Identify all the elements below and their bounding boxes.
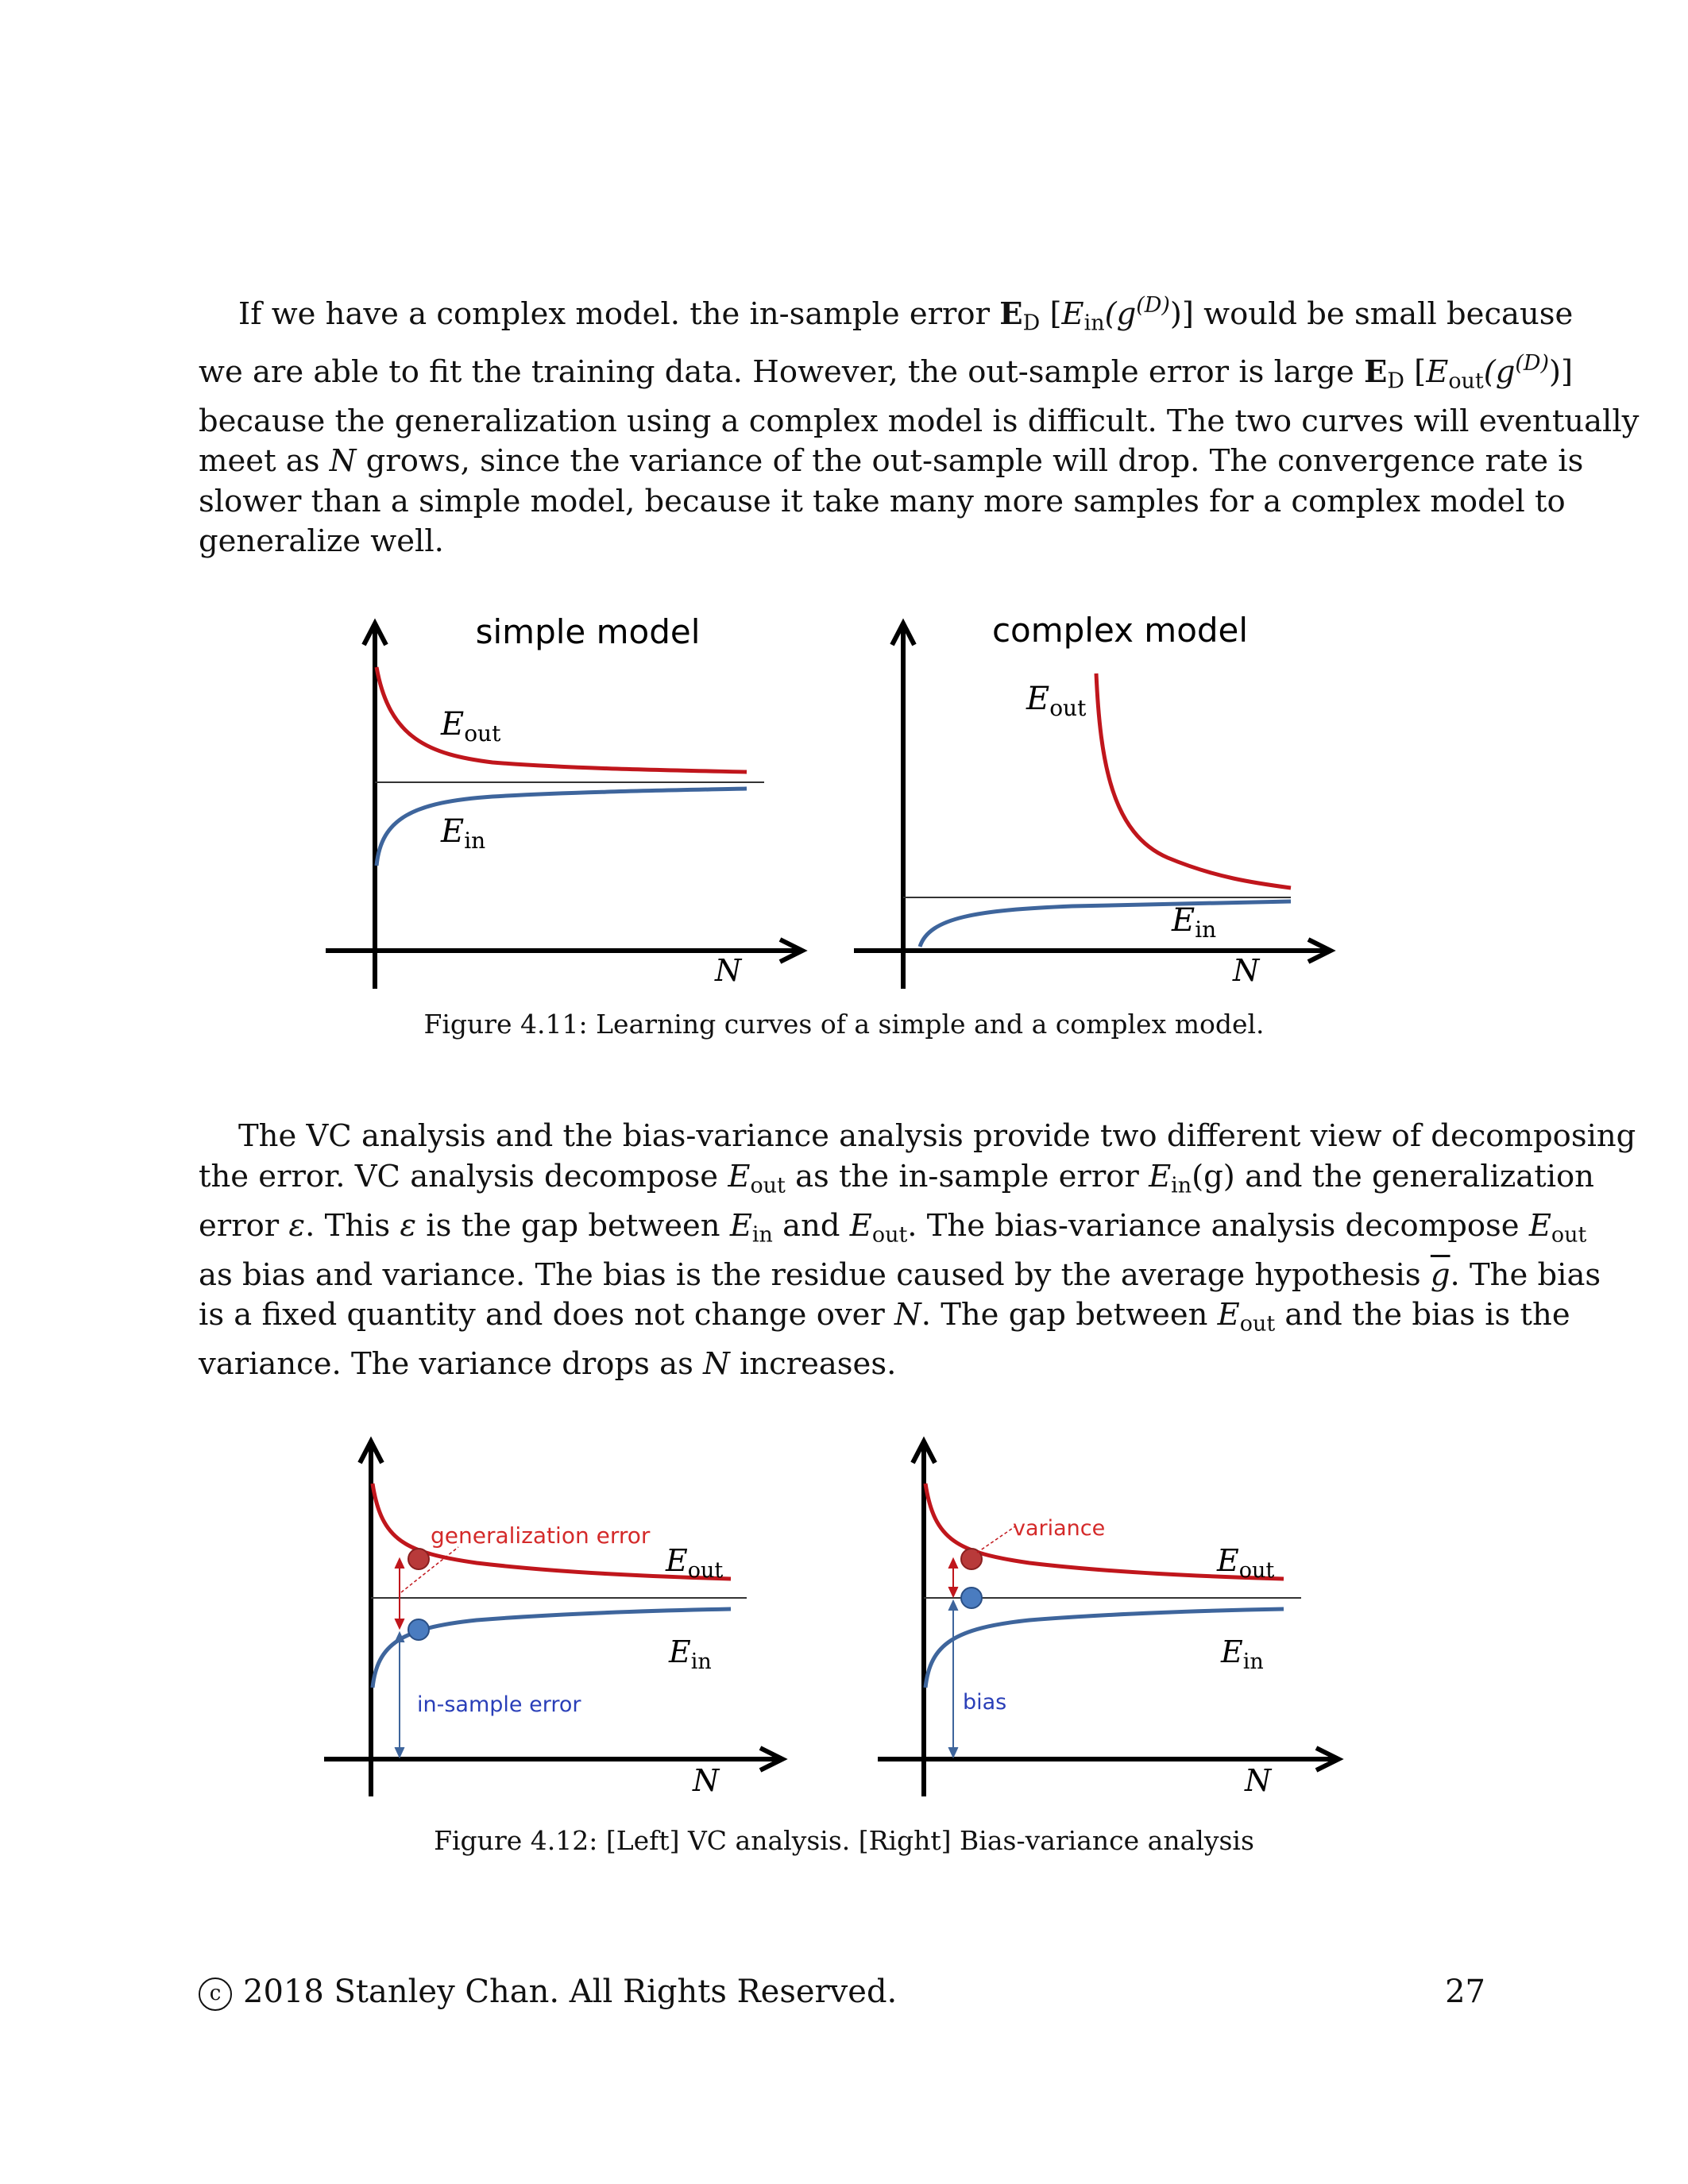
vc-n-label: N: [693, 1763, 720, 1798]
bv-bias-arrowhead-bottom: [948, 1747, 958, 1758]
bv-n-label: N: [1245, 1763, 1272, 1798]
vc-ein-label: $E_{in}$: [669, 1634, 712, 1674]
bv-bias-dot: [961, 1588, 982, 1608]
figure-4-11-caption: Figure 4.11: Learning curves of a simple and a complex model.: [423, 1009, 1265, 1040]
bv-variance-arrowhead-top: [948, 1558, 958, 1569]
p1-line-6: generalize well.: [199, 523, 444, 560]
vc-gen-error-arrowhead-bottom: [395, 1619, 404, 1629]
vc-gen-error-label: generalization error: [431, 1522, 651, 1549]
p1-line-2: we are able to fit the training data. However, the out-sample error is large $E_D$ $[E_{out}(g^{(D)})]$: [199, 350, 1574, 394]
vc-in-sample-arrowhead-bottom: [395, 1747, 404, 1758]
bv-bias-label: bias: [963, 1690, 1007, 1715]
page-number: 27: [1445, 1974, 1485, 2010]
p2-line-1: The VC analysis and the bias-variance analysis provide two different view of decomposing: [238, 1118, 1636, 1154]
right-ein-curve: [920, 901, 1291, 947]
p2-line-5: is a fixed quantity and does not change over N. The gap between $E_{out}$ and the bias is the: [199, 1297, 1570, 1337]
p2-line-3: error ε. This ε is the gap between $E_{in}$ and $E_{out}$. The bias-variance analysis decompose $E_{out}$: [199, 1207, 1587, 1248]
bv-variance-arrowhead-bottom: [948, 1587, 958, 1597]
right-n-label: N: [1233, 953, 1260, 988]
right-ein-label: $E_{in}$: [1172, 902, 1217, 943]
left-plot: [326, 612, 802, 989]
p2-line-4: as bias and variance. The bias is the residue caused by the average hypothesis $\overline{g}$. The bias: [199, 1256, 1601, 1293]
vc-eout-label: $E_{out}$: [666, 1543, 724, 1583]
bv-variance-leader: [977, 1526, 1015, 1553]
bias-variance-plot: [878, 1441, 1338, 1798]
footer-copyright: [199, 1974, 897, 2011]
p2-line-2: the error. VC analysis decompose $E_{out}$ as the in-sample error $E_{in}(g)$ and the generalization: [199, 1158, 1594, 1198]
copyright-symbol: c: [199, 1978, 232, 2011]
right-plot: [854, 611, 1331, 989]
vc-ein-dot: [408, 1619, 429, 1640]
right-eout-label: $E_{out}$: [1026, 681, 1087, 721]
left-ein-curve: [377, 789, 747, 866]
figure-4-12-caption: Figure 4.12: [Left] VC analysis. [Right] Bias-variance analysis: [434, 1825, 1254, 1856]
bv-eout-label: $E_{out}$: [1217, 1543, 1275, 1583]
figure-4-12: [0, 1414, 1688, 1811]
vc-eout-dot: [408, 1549, 429, 1569]
copyright-text: 2018 Stanley Chan. All Rights Reserved.: [243, 1974, 898, 2010]
p2-line-6: variance. The variance drops as N increases.: [199, 1346, 897, 1383]
bv-variance-label: variance: [1013, 1516, 1106, 1541]
left-title: simple model: [475, 612, 701, 651]
figure-4-11: [0, 0, 1688, 1032]
left-eout-label: $E_{out}$: [441, 706, 501, 747]
bv-ein-label: $E_{in}$: [1221, 1634, 1264, 1674]
left-ein-label: $E_{in}$: [441, 813, 486, 854]
left-n-label: N: [715, 953, 742, 988]
bv-bias-arrowhead-top: [948, 1600, 958, 1611]
p1-line-1: If we have a complex model. the in-sample error $E_D$ $[E_{in}(g^{(D)})]$ would be small because: [238, 293, 1574, 336]
p1-line-3: because the generalization using a complex model is difficult. The two curves will eventually: [199, 403, 1640, 439]
p1-line-4: meet as N grows, since the variance of the out-sample will drop. The convergence rate is: [199, 443, 1584, 480]
vc-plot: [324, 1441, 782, 1798]
right-title: complex model: [991, 611, 1249, 650]
paragraph-2: [199, 1117, 1636, 1385]
vc-gen-error-arrowhead-top: [395, 1558, 404, 1569]
p1-line-5: slower than a simple model, because it take many more samples for a complex model to: [199, 483, 1566, 519]
right-eout-curve: [1096, 673, 1291, 888]
vc-in-sample-label: in-sample error: [417, 1692, 581, 1717]
left-eout-curve: [377, 667, 747, 772]
